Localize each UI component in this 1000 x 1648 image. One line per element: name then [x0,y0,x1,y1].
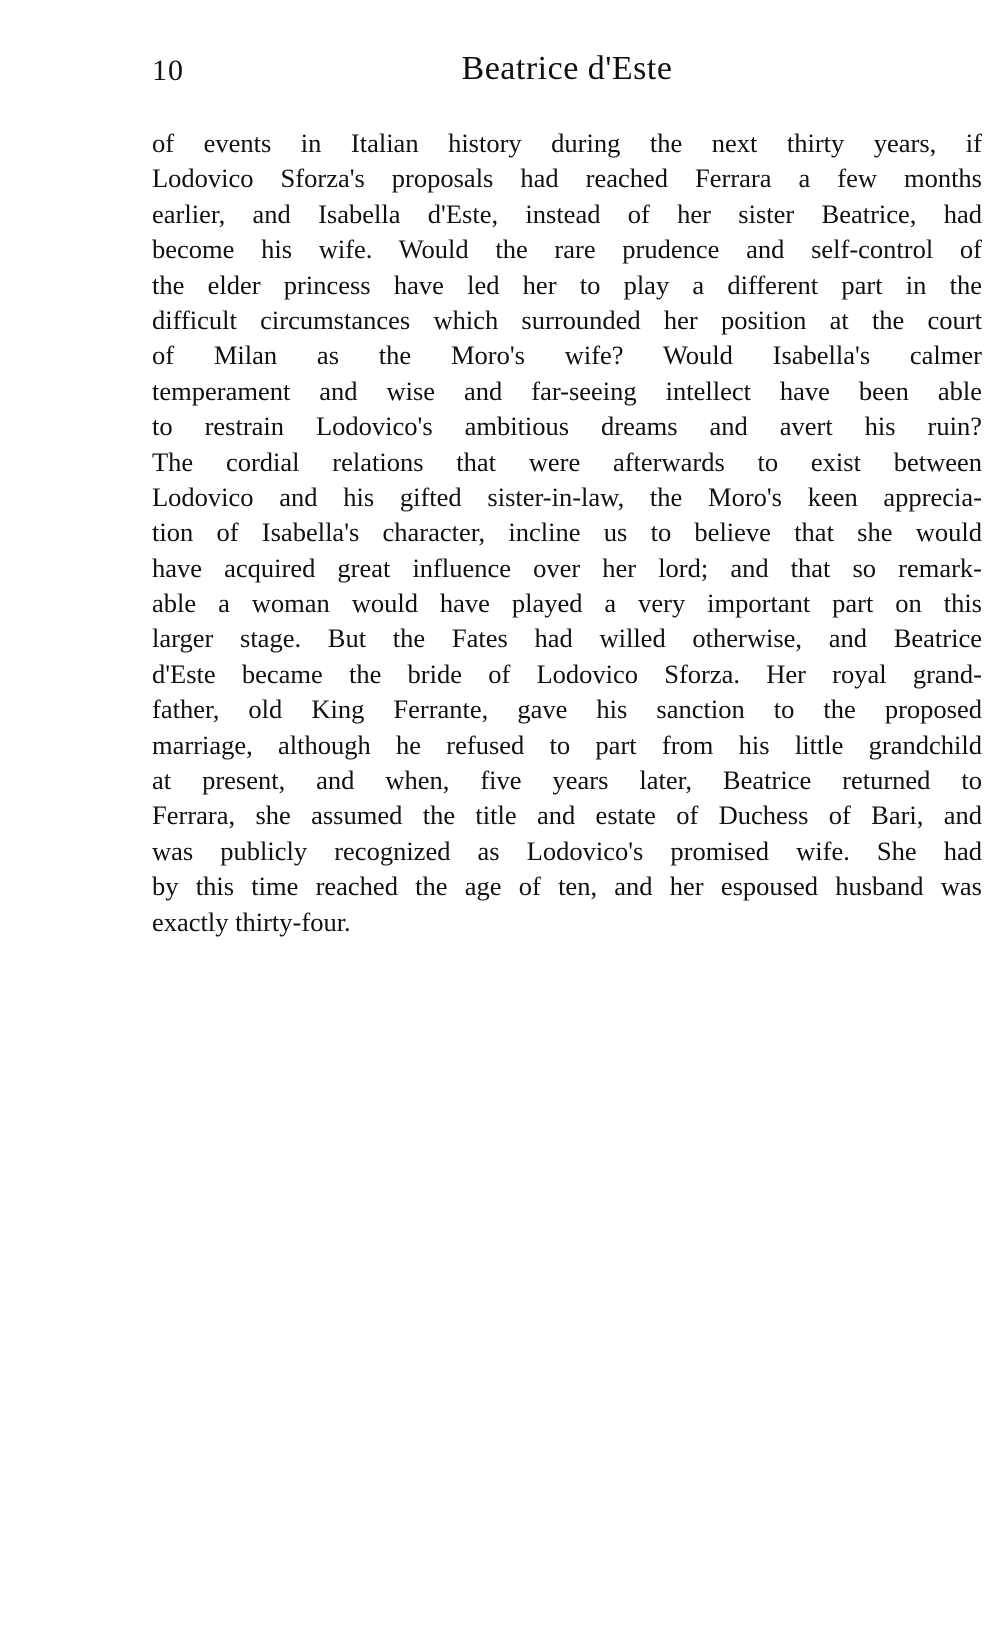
text-line: become his wife. Would the rare prudence and self-control of [152,234,982,265]
text-line: earlier, and Isabella d'Este, instead of her sister Beatrice, had [152,198,982,229]
page-number: 10 [152,54,184,87]
text-line: at present, and when, five years later, Beatrice returned to [152,765,982,796]
text-line: Lodovico Sforza's proposals had reached Ferrara a few months [152,163,982,194]
text-line: The cordial relations that were afterwards to exist between [152,446,982,477]
text-line: have acquired great influence over her lord; and that so remark- [152,552,982,583]
text-line: d'Este became the bride of Lodovico Sforza. Her royal grand- [152,658,982,689]
text-line: able a woman would have played a very important part on this [152,588,982,619]
text-line: difficult circumstances which surrounded her position at the court [152,304,982,335]
text-line: exactly thirty-four. [152,906,351,937]
text-line: the elder princess have led her to play a different part in the [152,269,982,300]
text-line: was publicly recognized as Lodovico's promised wife. She had [152,835,982,866]
text-line: of Milan as the Moro's wife? Would Isabella's calmer [152,340,982,371]
text-line: to restrain Lodovico's ambitious dreams and avert his ruin? [152,411,982,442]
text-line: of events in Italian history during the next thirty years, if [152,128,982,158]
text-line: tion of Isabella's character, incline us to believe that she would [152,517,982,548]
text-line: father, old King Ferrante, gave his sanction to the proposed [152,694,982,725]
text-line: by this time reached the age of ten, and her espoused husband was [152,871,982,902]
body-text [152,126,982,940]
text-line: marriage, although he refused to part from his little grandchild [152,729,982,760]
text-line: larger stage. But the Fates had willed otherwise, and Beatrice [152,623,982,654]
text-line: Ferrara, she assumed the title and estate of Duchess of Bari, and [152,800,982,831]
text-line: Lodovico and his gifted sister-in-law, the Moro's keen apprecia- [152,481,982,512]
text-line: temperament and wise and far-seeing intellect have been able [152,375,982,406]
running-title: Beatrice d'Este [461,50,673,87]
page-header [152,50,982,100]
